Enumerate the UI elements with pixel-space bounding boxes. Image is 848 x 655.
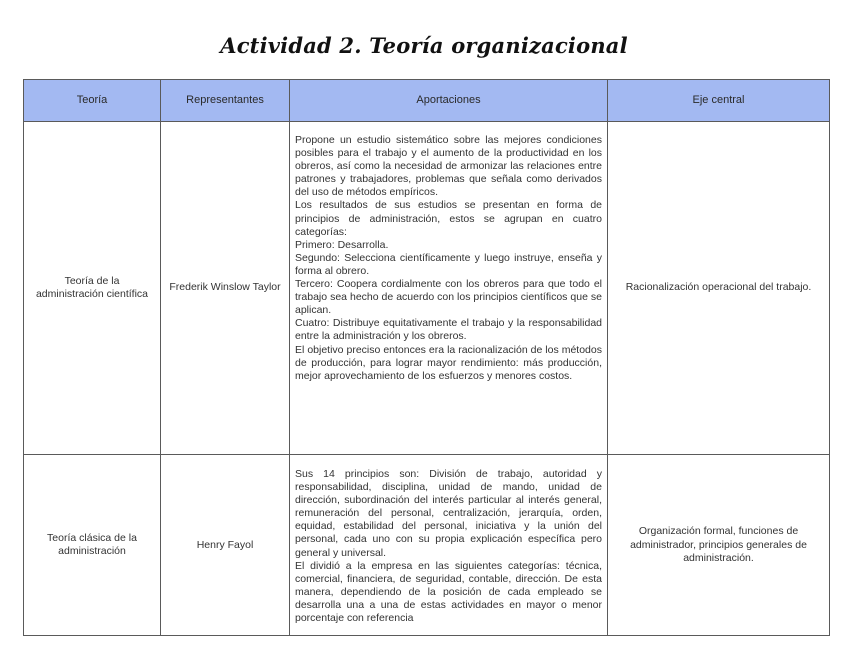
aportacion-paragraph: Cuatro: Distribuye equitativamente el trabajo y la responsabilidad entre la administración y los obreros. [295, 317, 602, 343]
header-representantes: Representantes [161, 80, 290, 122]
aportacion-paragraph: El dividió a la empresa en las siguientes categorías: técnica, comercial, financiera, de seguridad, contable, dirección. De esta manera, dependiendo de la posición de cada empleado se desarrolla una a una de estas actividades en mayor o menor porcentaje con referencia [295, 559, 602, 625]
aportacion-paragraph: Sus 14 principios son: División de trabajo, autoridad y responsabilidad, disciplina, unidad de mando, unidad de dirección, subordinación del interés particular al interés general, remuneración del personal, centralización, jerarquía, orden, equidad, estabilidad del personal, iniciativa y la unión del personal, cada uno con su propia explicación específica pero general y universal. [295, 468, 602, 559]
cell-representantes: Henry Fayol [161, 455, 290, 636]
cell-eje-central: Racionalización operacional del trabajo. [608, 122, 830, 455]
cell-aportaciones [290, 455, 608, 636]
cell-eje-central: Organización formal, funciones de administrador, principios generales de administración. [608, 455, 830, 636]
aportacion-paragraph: Propone un estudio sistemático sobre las mejores condiciones posibles para el trabajo y el aumento de la productividad en los obreros, así como la necesidad de armonizar las relaciones entre patrones y trabajadores, problemas que señala como derivados del uso de métodos empíricos. [295, 134, 602, 199]
aportacion-paragraph: Primero: Desarrolla. [295, 238, 389, 251]
theory-table [23, 79, 830, 636]
cell-teoria: Teoría de la administración científica [24, 122, 161, 455]
table-row [24, 455, 830, 636]
aportacion-paragraph: Tercero: Coopera cordialmente con los obreros para que todo el trabajo sea hecho de acuerdo con los principios científicos que se aplican. [295, 278, 602, 317]
cell-teoria: Teoría clásica de la administración [24, 455, 161, 636]
aportacion-paragraph: Segundo: Selecciona científicamente y luego instruye, enseña y forma al obrero. [295, 251, 602, 277]
table-header-row [24, 80, 830, 122]
cell-representantes: Frederik Winslow Taylor [161, 122, 290, 455]
header-teoria: Teoría [24, 80, 161, 122]
aportacion-paragraph: El objetivo preciso entonces era la racionalización de los métodos de producción, para lograr mayor rendimiento: más producción, mejor aprovechamiento de los esfuerzos y menores costos. [295, 343, 602, 382]
header-eje-central: Eje central [608, 80, 830, 122]
cell-aportaciones [290, 122, 608, 455]
aportacion-paragraph: Los resultados de sus estudios se presentan en forma de principios de administración, estos se agrupan en cuatro categorías: [295, 199, 602, 238]
theory-table-container [23, 79, 829, 625]
table-row [24, 122, 830, 455]
header-aportaciones: Aportaciones [290, 80, 608, 122]
document-title: Actividad 2. Teoría organizacional [220, 33, 628, 58]
